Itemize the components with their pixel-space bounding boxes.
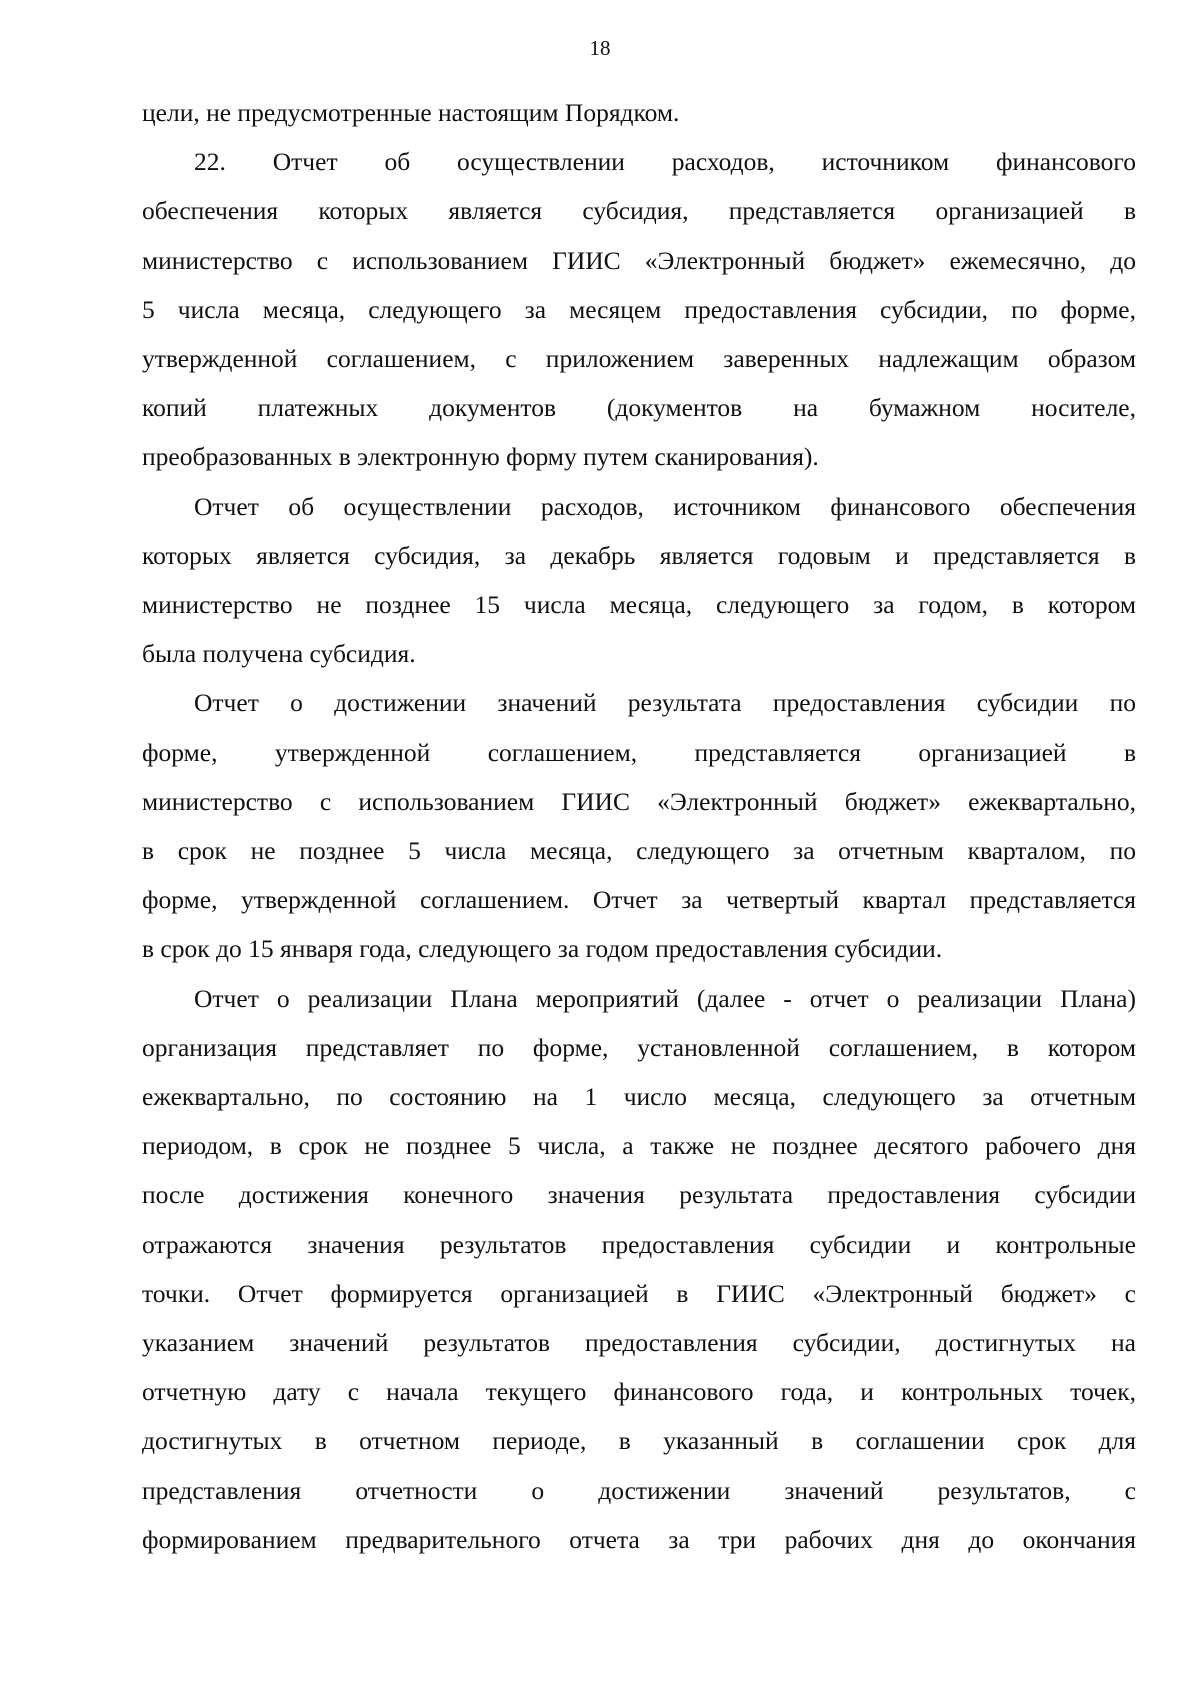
- text-line: копий платежных документов (документов на бумажном носителе,: [142, 393, 1136, 423]
- paragraph-continuation: [142, 88, 1136, 137]
- paragraph-item-22: [142, 137, 1136, 481]
- text-line: Отчет об осуществлении расходов, источником финансового обеспечения: [194, 491, 1136, 521]
- text-line: организация представляет по форме, установленной соглашением, в котором: [142, 1032, 1136, 1062]
- text-line: министерство с использованием ГИИС «Электронный бюджет» ежемесячно, до: [142, 245, 1136, 275]
- text-line: представления отчетности о достижении значений результатов, с: [142, 1475, 1136, 1505]
- paragraph-annual-report: [142, 482, 1136, 679]
- text-line: отражаются значения результатов предоставления субсидии и контрольные: [142, 1229, 1136, 1259]
- text-line: после достижения конечного значения результата предоставления субсидии: [142, 1180, 1136, 1210]
- text-line: преобразованных в электронную форму путем сканирования).: [142, 442, 819, 472]
- text-line: формированием предварительного отчета за три рабочих дня до окончания: [142, 1524, 1136, 1554]
- text-line: которых является субсидия, за декабрь является годовым и представляется в: [142, 540, 1136, 570]
- text-line: отчетную дату с начала текущего финансового года, и контрольных точек,: [142, 1377, 1136, 1407]
- text-line: точки. Отчет формируется организацией в ГИИС «Электронный бюджет» с: [142, 1278, 1136, 1308]
- text-line: Отчет о реализации Плана мероприятий (далее - отчет о реализации Плана): [194, 983, 1136, 1013]
- text-line: ежеквартально, по состоянию на 1 число месяца, следующего за отчетным: [142, 1082, 1136, 1112]
- text-line: 5 числа месяца, следующего за месяцем предоставления субсидии, по форме,: [142, 294, 1136, 324]
- paragraph-results-report: [142, 678, 1136, 973]
- text-line: указанием значений результатов предоставления субсидии, достигнутых на: [142, 1328, 1136, 1358]
- text-line: утвержденной соглашением, с приложением заверенных надлежащим образом: [142, 344, 1136, 374]
- text-line: цели, не предусмотренные настоящим Порядком.: [142, 98, 680, 127]
- text-line: периодом, в срок не позднее 5 числа, а также не позднее десятого рабочего дня: [142, 1131, 1136, 1161]
- paragraph-plan-report: [142, 974, 1136, 1564]
- text-line: достигнутых в отчетном периоде, в указанный в соглашении срок для: [142, 1426, 1136, 1456]
- text-line: в срок до 15 января года, следующего за годом предоставления субсидии.: [142, 934, 943, 964]
- text-line: Отчет о достижении значений результата предоставления субсидии по: [194, 688, 1136, 718]
- text-line: министерство не позднее 15 числа месяца, следующего за годом, в котором: [142, 590, 1136, 620]
- text-line: форме, утвержденной соглашением, представляется организацией в: [142, 737, 1136, 767]
- document-body: [142, 88, 1136, 1564]
- text-line: в срок не позднее 5 числа месяца, следующего за отчетным кварталом, по: [142, 836, 1136, 866]
- page-number: 18: [589, 36, 611, 60]
- text-line: обеспечения которых является субсидия, представляется организацией в: [142, 196, 1136, 226]
- text-line: министерство с использованием ГИИС «Электронный бюджет» ежеквартально,: [142, 786, 1136, 816]
- text-line: была получена субсидия.: [142, 639, 416, 669]
- text-line: форме, утвержденной соглашением. Отчет за четвертый квартал представляется: [142, 885, 1136, 915]
- text-line: 22. Отчет об осуществлении расходов, источником финансового: [194, 147, 1136, 177]
